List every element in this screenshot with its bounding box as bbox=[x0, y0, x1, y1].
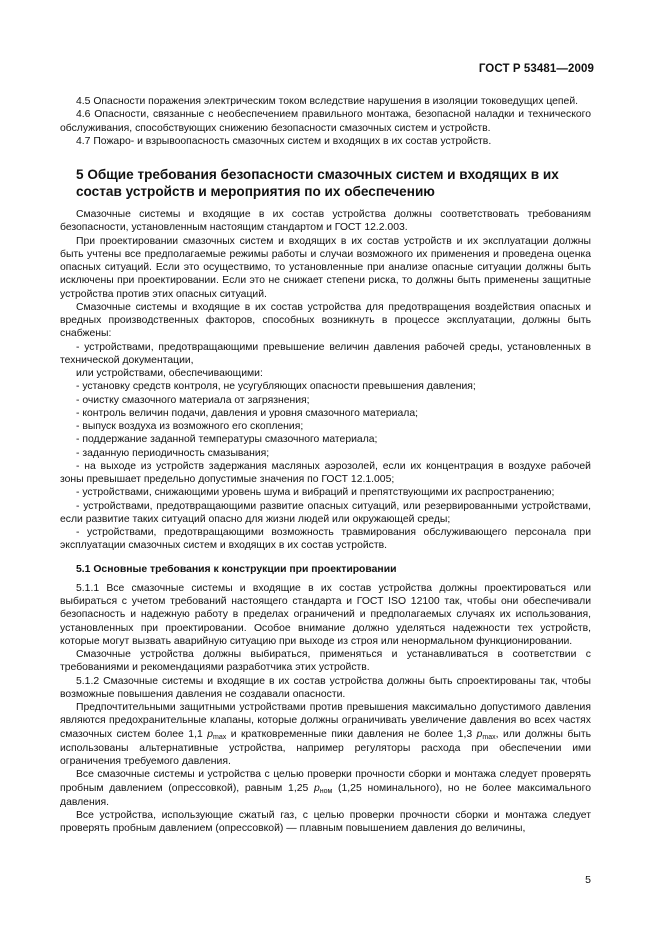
list-item: - на выходе из устройств задержания масляных аэрозолей, если их концентрация в воздухе рабочей зоны превышает предельно допустимые значения по ГОСТ 12.1.005; bbox=[60, 460, 591, 485]
standard-code-header: ГОСТ Р 53481—2009 bbox=[478, 63, 594, 75]
subsection-5-1-heading: 5.1 Основные требования к конструкции при проектировании bbox=[76, 563, 397, 575]
paragraph-pressure-test: Все смазочные системы и устройства с целью проверки прочности сборки и монтажа следует проверять пробным давлением (опрессовкой), равным 1,25 pном (1,25 номинального), но не более максимального давления. bbox=[60, 769, 591, 808]
list-item: - устройствами, предотвращающими развитие опасных ситуаций, или резервированными устройствами, если развитие таких ситуаций опасно для жизни людей или окружающей среды; bbox=[60, 500, 591, 525]
p-nom-symbol: p bbox=[313, 782, 320, 794]
clause-4-6: 4.6 Опасности, связанные с необеспечением правильного монтажа, безопасной наладки и технического обслуживания, способствующих снижению безопасности смазочных систем и устройств. bbox=[60, 109, 591, 134]
list-item: - поддержание заданной температуры смазочного материала; bbox=[76, 434, 378, 446]
paragraph-relief-valves: Предпочтительными защитными устройствами против превышения максимально допустимого давления являются предохранительные клапаны, которые должны ограничивать увеличение давления во всех частях смазочных систем более 1,1 pmax и кратковременные пики давления не более 1,3 pmax, или должны быть использованы альтернативные устройства, например регуляторы расхода при обеспечении ими ограничения требуемого давления. bbox=[60, 702, 591, 767]
p-max-symbol: p bbox=[207, 728, 213, 740]
paragraph: Смазочные системы и входящие в их состав устройства для предотвращения воздействия опасных и вредных производственных факторов, способных возникнуть в процессе эксплуатации, должны быть снабжены: bbox=[60, 301, 591, 340]
clause-4-5: 4.5 Опасности поражения электрическим током вследствие нарушения в изоляции токоведущих цепей. bbox=[76, 96, 579, 107]
clause-5-1-2: 5.1.2 Смазочные системы и входящие в их состав устройства должны быть спроектированы так, чтобы возможные повышения давления не создавали опасности. bbox=[60, 675, 591, 700]
paragraph: Смазочные устройства должны выбираться, применяться и устанавливаться в соответствии с требованиями и рекомендациями разработчика этих устройств. bbox=[60, 649, 591, 674]
clause-5-1-1: 5.1.1 Все смазочные системы и входящие в их состав устройства должны проектироваться или выбираться с учетом требований настоящего стандарта и ГОСТ ISO 12100 так, чтобы они обеспечивали безопасность и надежную работу в пределах ограничений и предполагаемых случаях их использования, установленных при проектировании. Особое внимание должно уделяться надежности тех устройств, которые могут вызвать аварийную ситуацию при выходе из строя или ненормальном функционировании. bbox=[60, 582, 591, 647]
list-item: - заданную периодичность смазывания; bbox=[76, 447, 270, 459]
paragraph: или устройствами, обеспечивающими: bbox=[76, 368, 263, 379]
page-number: 5 bbox=[585, 874, 591, 886]
paragraph: Смазочные системы и входящие в их состав устройства должны соответствовать требованиям безопасности, установленным настоящим стандартом и ГОСТ 12.2.003. bbox=[60, 209, 591, 234]
p-max-symbol: p bbox=[476, 728, 483, 740]
section-5-heading: 5 Общие требования безопасности смазочных систем и входящих в их состав устройств и мероприятия по их обеспечению bbox=[76, 167, 559, 199]
list-item: - устройствами, предотвращающими превышение величин давления рабочей среды, установленных в технической документации, bbox=[60, 341, 591, 366]
list-item: - установку средств контроля, не усугубляющих опасности превышения давления; bbox=[76, 381, 476, 393]
list-item: - выпуск воздуха из возможного его скопления; bbox=[76, 421, 304, 432]
list-item: - контроль величин подачи, давления и уровня смазочного материала; bbox=[76, 407, 418, 419]
list-item: - очистку смазочного материала от загрязнения; bbox=[76, 394, 310, 406]
paragraph: Все устройства, использующие сжатый газ, с целью проверки прочности сборки и монтажа следует проверять пробным давлением (опрессовкой) — плавным повышением давления до величины, bbox=[60, 810, 591, 835]
paragraph: При проектировании смазочных систем и входящих в их состав устройств и их эксплуатации должны быть учтены все предполагаемые режимы работы и случаи возможного их применения и проведена оценка опасных ситуаций. Если это осуществимо, то установленные при анализе опасные ситуации должны быть исключены при проектировании. Если это не снижает степени риска, то должны быть применены защитные устройства против этих опасных ситуаций. bbox=[60, 235, 591, 300]
list-item: - устройствами, снижающими уровень шума и вибраций и препятствующими их распространению; bbox=[76, 487, 555, 499]
page-body bbox=[60, 95, 591, 836]
clause-4-7: 4.7 Пожаро- и взрывоопасность смазочных систем и входящих в их состав устройств. bbox=[76, 135, 492, 147]
list-item: - устройствами, предотвращающими возможность травмирования обслуживающего персонала при эксплуатации смазочных систем и входящих в их состав устройств. bbox=[60, 527, 591, 552]
